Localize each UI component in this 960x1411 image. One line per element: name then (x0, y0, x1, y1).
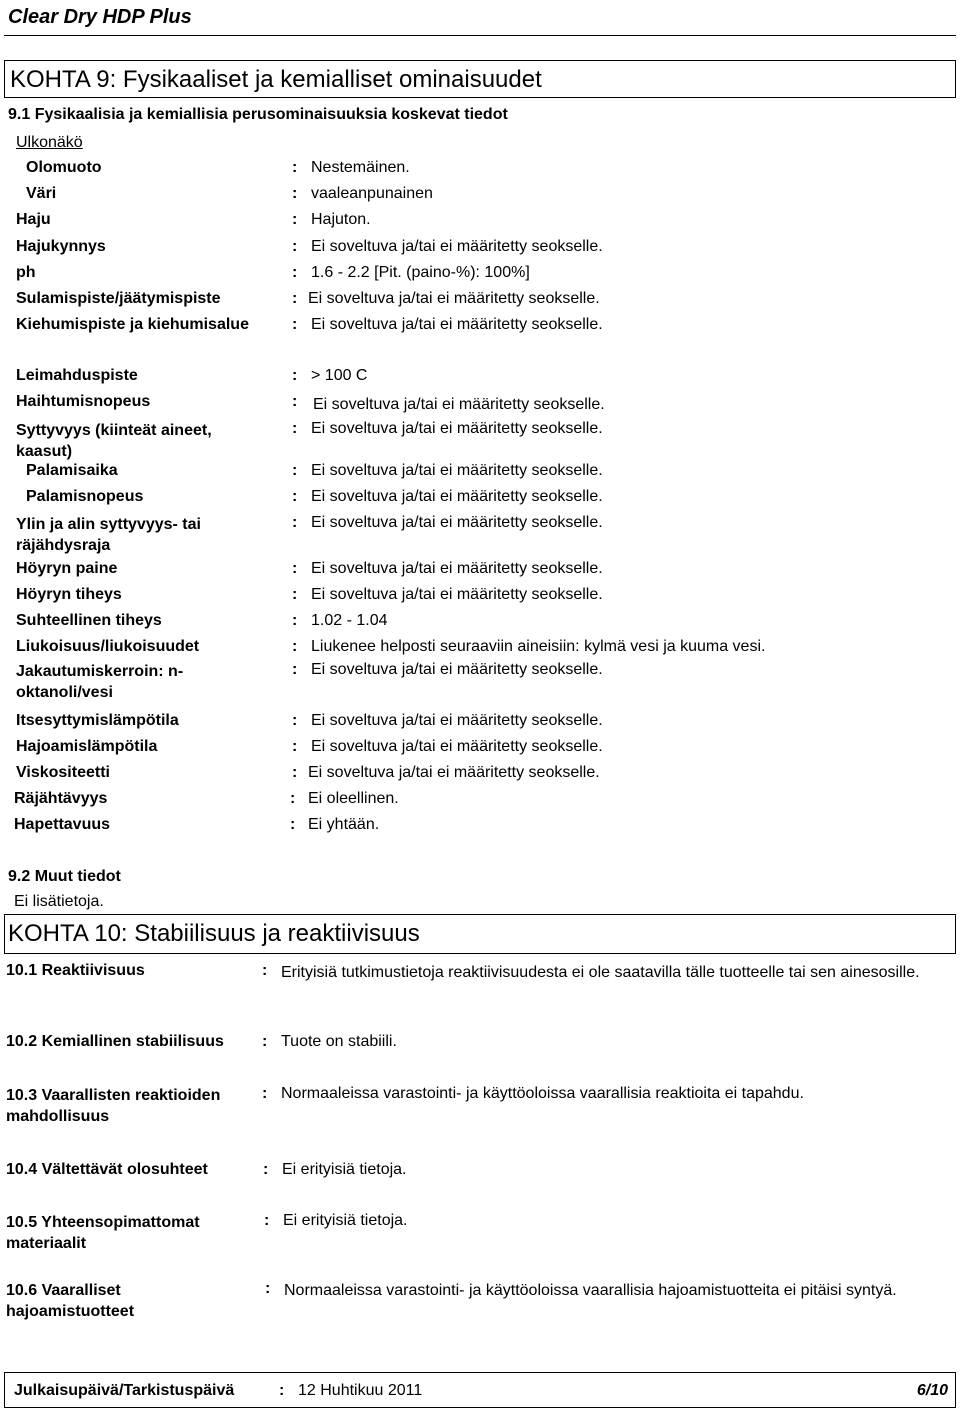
section9-other-text: Ei lisätietoja. (14, 893, 104, 910)
property-value-haihtumisnopeus: Ei soveltuva ja/tai ei määritetty seokselle. (313, 396, 605, 413)
section10-heading: KOHTA 10: Stabiilisuus ja reaktiivisuus (8, 920, 420, 947)
colon: : (292, 420, 298, 437)
property-label-leimahduspiste: Leimahduspiste (16, 367, 138, 384)
colon: : (262, 1085, 268, 1102)
colon: : (292, 211, 298, 228)
colon: : (279, 1382, 285, 1399)
colon: : (292, 638, 298, 655)
colon: : (292, 367, 298, 384)
property-label-hapettavuus: Hapettavuus (14, 816, 111, 833)
colon: : (292, 238, 298, 255)
property-value-itsesyttymislampotila: Ei soveltuva ja/tai ei määritetty seokselle. (311, 712, 603, 729)
colon: : (292, 264, 298, 281)
footer-date-value: 12 Huhtikuu 2011 (298, 1382, 423, 1399)
property-label-kiehumispiste: Kiehumispiste ja kiehumisalue (16, 316, 249, 333)
colon: : (265, 1280, 271, 1297)
section10-value-valtettavat-olosuhteet: Ei erityisiä tietoja. (282, 1161, 407, 1178)
property-value-sulamispiste: Ei soveltuva ja/tai ei määritetty seokselle. (308, 290, 600, 307)
property-value-palamisnopeus: Ei soveltuva ja/tai ei määritetty seokselle. (311, 488, 603, 505)
property-label-liukoisuus: Liukoisuus/liukoisuudet (16, 638, 200, 655)
colon: : (292, 488, 298, 505)
property-label-haihtumisnopeus: Haihtumisnopeus (16, 393, 151, 410)
property-value-suhteellinen-tiheys: 1.02 - 1.04 (311, 612, 388, 629)
property-label-palamisaika: Palamisaika (26, 462, 118, 479)
property-value-haju: Hajuton. (311, 211, 371, 228)
property-label-ph: ph (16, 264, 36, 281)
section10-value-reaktiivisuus: Erityisiä tutkimustietoja reaktiivisuudesta ei ole saatavilla tälle tuotteelle tai sen ainesosille. (281, 964, 920, 981)
property-value-hapettavuus: Ei yhtään. (308, 816, 380, 833)
property-value-hoyryn-tiheys: Ei soveltuva ja/tai ei määritetty seokselle. (311, 586, 603, 603)
section10-label-hajoamistuotteet: 10.6 Vaaralliset hajoamistuotteet (6, 1282, 135, 1320)
colon: : (290, 790, 296, 807)
section10-value-vaaralliset-reaktiot: Normaaleissa varastointi- ja käyttöoloissa vaarallisia reaktioita ei tapahdu. (281, 1085, 804, 1102)
property-value-kiehumispiste: Ei soveltuva ja/tai ei määritetty seokselle. (311, 316, 603, 333)
property-label-hajoamislampotila: Hajoamislämpötila (16, 738, 158, 755)
colon: : (292, 612, 298, 629)
colon: : (290, 816, 296, 833)
property-label-viskositeetti: Viskositeetti (16, 764, 110, 781)
property-label-hajukynnys: Hajukynnys (16, 238, 106, 255)
colon: : (292, 290, 298, 307)
property-value-olomuoto: Nestemäinen. (311, 159, 410, 176)
colon: : (264, 1212, 270, 1229)
colon: : (292, 586, 298, 603)
property-value-syttyvyys: Ei soveltuva ja/tai ei määritetty seokselle. (311, 420, 603, 437)
colon: : (292, 560, 298, 577)
section10-label-stabiilisuus: 10.2 Kemiallinen stabiilisuus (6, 1033, 224, 1050)
section10-value-yhteensopimattomat: Ei erityisiä tietoja. (283, 1212, 408, 1229)
property-label-rajahtavyys: Räjähtävyys (14, 790, 108, 807)
section9-subheading: 9.1 Fysikaalisia ja kemiallisia perusominaisuuksia koskevat tiedot (8, 106, 508, 123)
colon: : (292, 393, 298, 410)
property-value-hoyryn-paine: Ei soveltuva ja/tai ei määritetty seokselle. (311, 560, 603, 577)
section10-label-vaaralliset-reaktiot: 10.3 Vaarallisten reaktioiden mahdollisuus (6, 1087, 221, 1125)
section10-value-hajoamistuotteet: Normaaleissa varastointi- ja käyttöoloissa vaarallisia hajoamistuotteita ei pitäisi syntyä. (284, 1282, 897, 1299)
property-value-palamisaika: Ei soveltuva ja/tai ei määritetty seokselle. (311, 462, 603, 479)
property-value-leimahduspiste: > 100 C (311, 367, 368, 384)
colon: : (292, 738, 298, 755)
header-divider (4, 35, 956, 36)
property-value-jakautumiskerroin: Ei soveltuva ja/tai ei määritetty seokselle. (311, 661, 603, 678)
footer-page-number: 6/10 (916, 1382, 948, 1399)
property-value-vari: vaaleanpunainen (311, 185, 433, 202)
colon: : (292, 514, 298, 531)
colon: : (292, 185, 298, 202)
colon: : (292, 764, 298, 781)
property-value-ph: 1.6 - 2.2 [Pit. (paino-%): 100%] (311, 264, 530, 281)
property-label-vari: Väri (26, 185, 57, 202)
section10-label-valtettavat-olosuhteet: 10.4 Vältettävät olosuhteet (6, 1161, 208, 1178)
footer-date-label: Julkaisupäivä/Tarkistuspäivä (14, 1382, 235, 1399)
colon: : (292, 661, 298, 678)
section9-other-heading: 9.2 Muut tiedot (8, 868, 121, 885)
property-label-hoyryn-tiheys: Höyryn tiheys (16, 586, 122, 603)
colon: : (292, 712, 298, 729)
property-value-rajahdysraja: Ei soveltuva ja/tai ei määritetty seokselle. (311, 514, 603, 531)
property-value-hajukynnys: Ei soveltuva ja/tai ei määritetty seokselle. (311, 238, 603, 255)
colon: : (292, 316, 298, 333)
colon: : (292, 462, 298, 479)
property-label-olomuoto: Olomuoto (26, 159, 102, 176)
property-label-rajahdysraja: Ylin ja alin syttyvyys- tai räjähdysraja (16, 516, 201, 554)
property-value-rajahtavyys: Ei oleellinen. (308, 790, 399, 807)
colon: : (262, 1033, 268, 1050)
document-title: Clear Dry HDP Plus (8, 6, 192, 28)
property-label-jakautumiskerroin: Jakautumiskerroin: n-oktanoli/vesi (16, 663, 184, 701)
section10-label-reaktiivisuus: 10.1 Reaktiivisuus (6, 962, 145, 979)
property-label-sulamispiste: Sulamispiste/jäätymispiste (16, 290, 221, 307)
property-value-liukoisuus: Liukenee helposti seuraaviin aineisiin: kylmä vesi ja kuuma vesi. (311, 638, 766, 655)
property-label-palamisnopeus: Palamisnopeus (26, 488, 144, 505)
colon: : (263, 1161, 269, 1178)
property-label-suhteellinen-tiheys: Suhteellinen tiheys (16, 612, 162, 629)
appearance-label: Ulkonäkö (16, 134, 83, 151)
property-label-haju: Haju (16, 211, 51, 228)
property-label-hoyryn-paine: Höyryn paine (16, 560, 118, 577)
property-value-viskositeetti: Ei soveltuva ja/tai ei määritetty seokselle. (308, 764, 600, 781)
section10-value-stabiilisuus: Tuote on stabiili. (281, 1033, 397, 1050)
section9-heading: KOHTA 9: Fysikaaliset ja kemialliset ominaisuudet (10, 66, 542, 93)
colon: : (292, 159, 298, 176)
property-label-syttyvyys: Syttyvyys (kiinteät aineet, kaasut) (16, 422, 212, 460)
property-label-itsesyttymislampotila: Itsesyttymislämpötila (16, 712, 179, 729)
section10-label-yhteensopimattomat: 10.5 Yhteensopimattomat materiaalit (6, 1214, 200, 1252)
colon: : (262, 962, 268, 979)
property-value-hajoamislampotila: Ei soveltuva ja/tai ei määritetty seokselle. (311, 738, 603, 755)
